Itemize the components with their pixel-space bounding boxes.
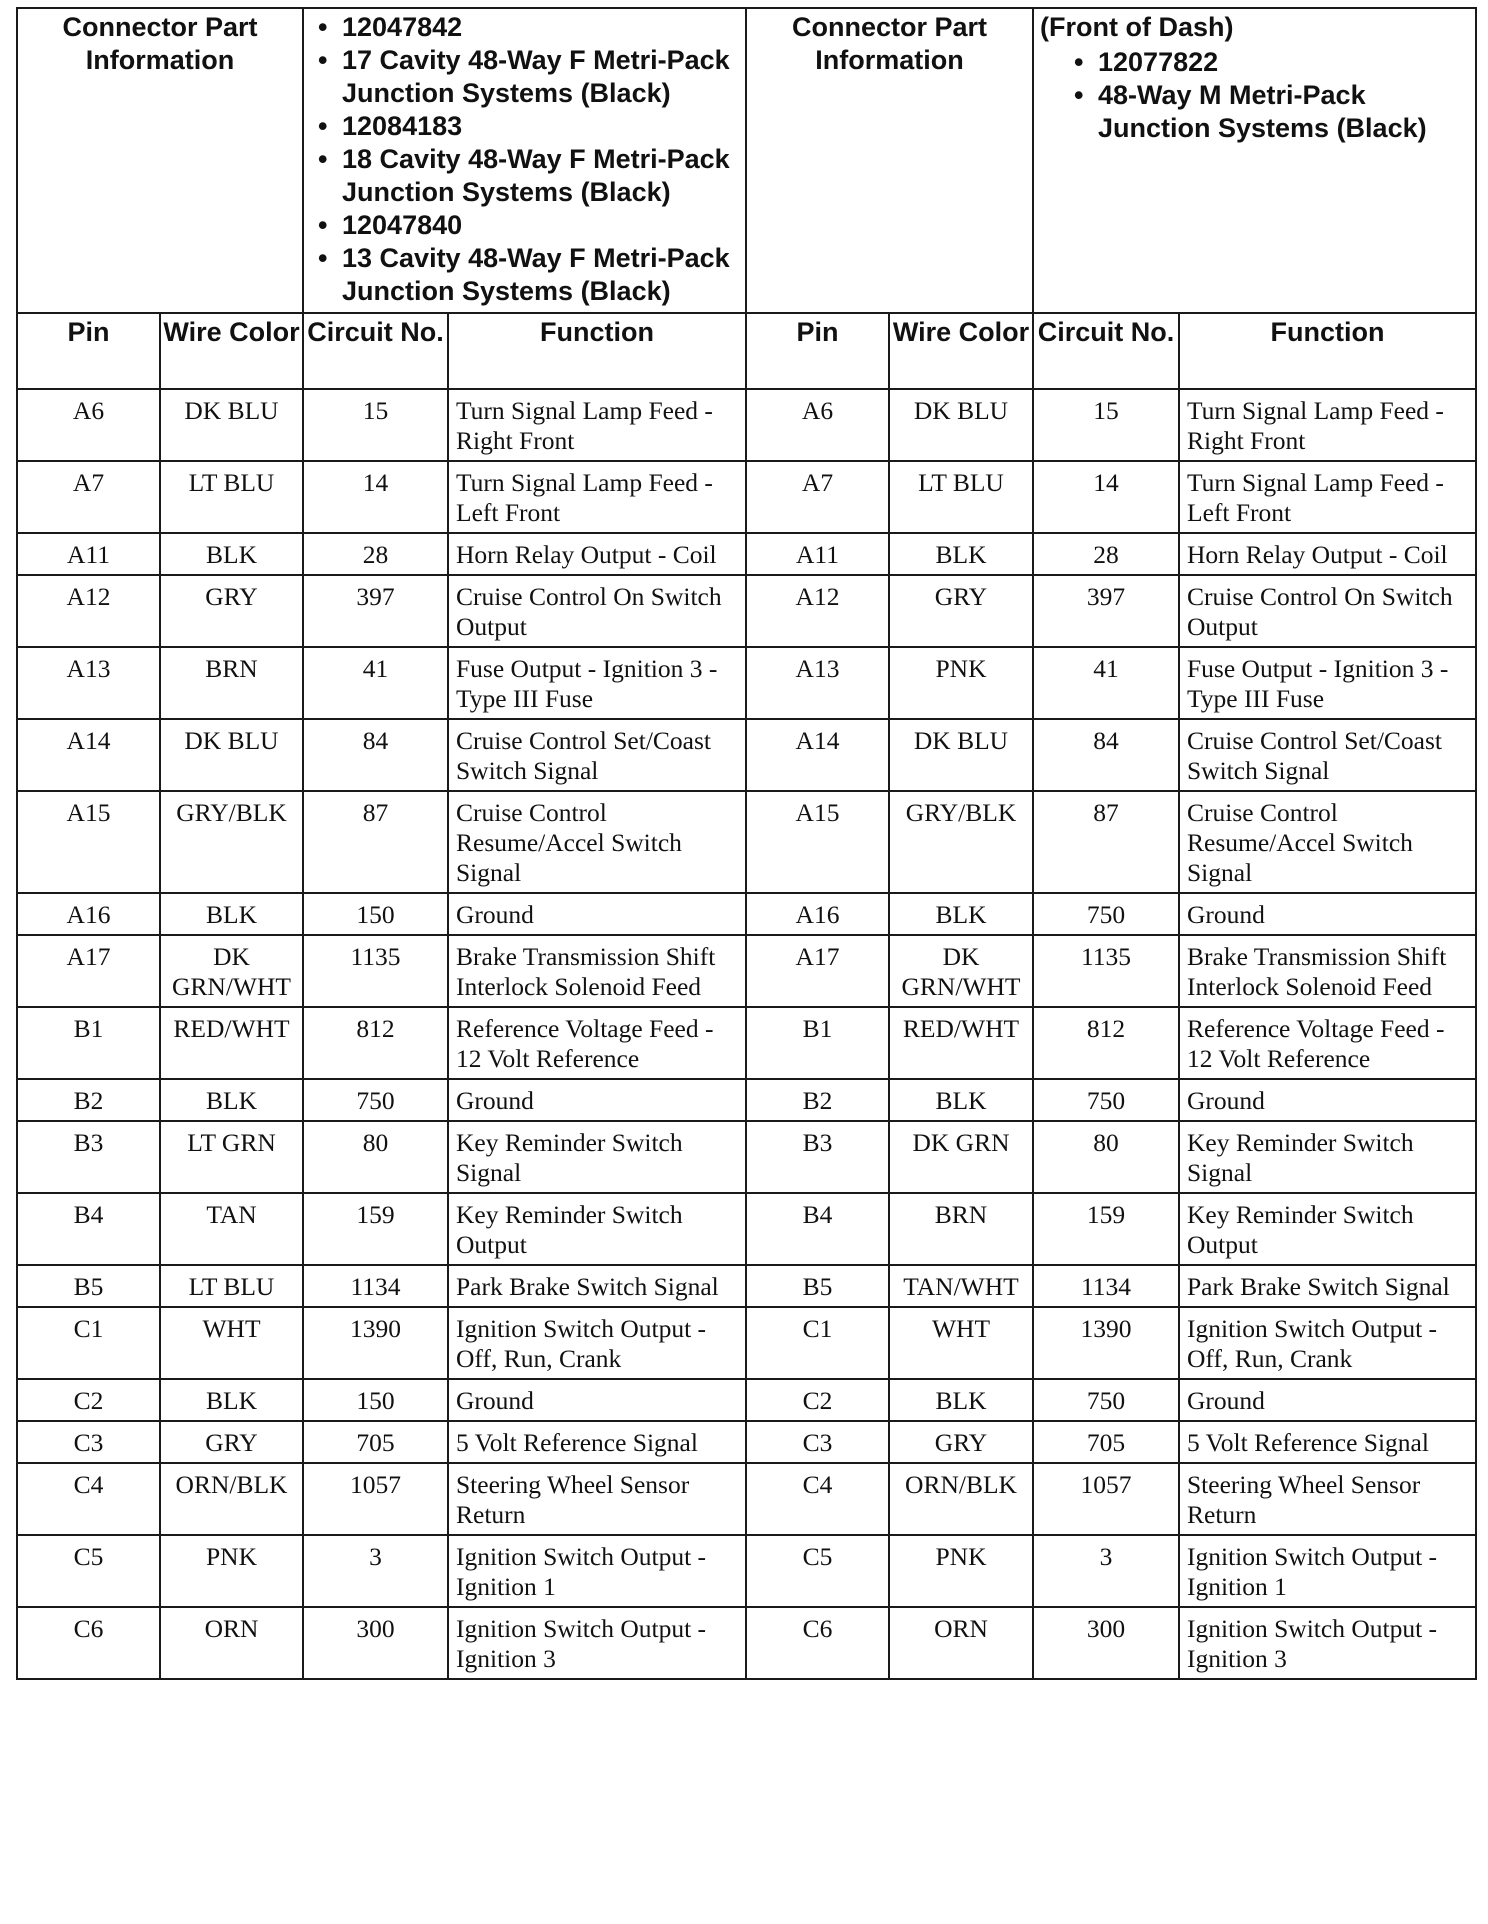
pin-left-cell: A7 xyxy=(17,461,160,533)
table-row xyxy=(17,1193,1476,1265)
circuit-left-cell: 84 xyxy=(303,719,448,791)
left-connector-info xyxy=(303,8,746,313)
function-right-cell: Ground xyxy=(1179,893,1476,935)
wire-color-right-cell: DK BLU xyxy=(889,719,1033,791)
function-right-cell: Ignition Switch Output - Ignition 3 xyxy=(1179,1607,1476,1679)
function-left-cell: Turn Signal Lamp Feed - Left Front xyxy=(448,461,746,533)
function-right-cell: Cruise Control On Switch Output xyxy=(1179,575,1476,647)
pin-left-cell: C5 xyxy=(17,1535,160,1607)
circuit-left-cell: 150 xyxy=(303,1379,448,1421)
pin-left-cell: B2 xyxy=(17,1079,160,1121)
part-info-item: • 12047842 xyxy=(342,11,745,44)
wire-color-left-cell: LT GRN xyxy=(160,1121,303,1193)
circuit-left-cell: 14 xyxy=(303,461,448,533)
wire-color-right-cell: RED/WHT xyxy=(889,1007,1033,1079)
wire-color-left-cell: GRY/BLK xyxy=(160,791,303,893)
pin-left-cell: A15 xyxy=(17,791,160,893)
wire-color-left-cell: ORN/BLK xyxy=(160,1463,303,1535)
circuit-right-cell: 300 xyxy=(1033,1607,1179,1679)
function-left-cell: 5 Volt Reference Signal xyxy=(448,1421,746,1463)
function-left-cell: Key Reminder Switch Signal xyxy=(448,1121,746,1193)
wire-color-right-cell: BLK xyxy=(889,533,1033,575)
wire-color-right-cell: PNK xyxy=(889,1535,1033,1607)
pin-right-cell: A16 xyxy=(746,893,889,935)
col-circuit-right: Circuit No. xyxy=(1033,313,1179,389)
wire-color-right-cell: TAN/WHT xyxy=(889,1265,1033,1307)
pin-right-cell: C3 xyxy=(746,1421,889,1463)
function-left-cell: Turn Signal Lamp Feed - Right Front xyxy=(448,389,746,461)
circuit-left-cell: 1390 xyxy=(303,1307,448,1379)
pin-right-cell: C1 xyxy=(746,1307,889,1379)
wire-color-left-cell: GRY xyxy=(160,1421,303,1463)
circuit-right-cell: 1135 xyxy=(1033,935,1179,1007)
function-left-cell: Cruise Control Set/Coast Switch Signal xyxy=(448,719,746,791)
pin-left-cell: A13 xyxy=(17,647,160,719)
circuit-right-cell: 1390 xyxy=(1033,1307,1179,1379)
col-circuit-left: Circuit No. xyxy=(303,313,448,389)
function-right-cell: Horn Relay Output - Coil xyxy=(1179,533,1476,575)
function-right-cell: Key Reminder Switch Output xyxy=(1179,1193,1476,1265)
pin-left-cell: A6 xyxy=(17,389,160,461)
pin-right-cell: A13 xyxy=(746,647,889,719)
connector-pinout-table xyxy=(16,7,1477,1680)
circuit-right-cell: 84 xyxy=(1033,719,1179,791)
col-function-left: Function xyxy=(448,313,746,389)
function-left-cell: Brake Transmission Shift Interlock Solenoid Feed xyxy=(448,935,746,1007)
col-wire-color-left: Wire Color xyxy=(160,313,303,389)
part-info-item: • 18 Cavity 48-Way F Metri-Pack Junction Systems (Black) xyxy=(342,143,745,209)
circuit-right-cell: 812 xyxy=(1033,1007,1179,1079)
function-left-cell: Cruise Control Resume/Accel Switch Signal xyxy=(448,791,746,893)
pin-left-cell: A17 xyxy=(17,935,160,1007)
pin-right-cell: B3 xyxy=(746,1121,889,1193)
pin-left-cell: B5 xyxy=(17,1265,160,1307)
circuit-right-cell: 750 xyxy=(1033,1379,1179,1421)
function-right-cell: Key Reminder Switch Signal xyxy=(1179,1121,1476,1193)
left-connector-label xyxy=(17,8,303,313)
pin-right-cell: A7 xyxy=(746,461,889,533)
wire-color-right-cell: GRY xyxy=(889,1421,1033,1463)
function-left-cell: Ignition Switch Output - Off, Run, Crank xyxy=(448,1307,746,1379)
pin-left-cell: C1 xyxy=(17,1307,160,1379)
pin-left-cell: A11 xyxy=(17,533,160,575)
col-wire-color-right: Wire Color xyxy=(889,313,1033,389)
pin-left-cell: C6 xyxy=(17,1607,160,1679)
function-left-cell: Reference Voltage Feed - 12 Volt Reference xyxy=(448,1007,746,1079)
circuit-right-cell: 28 xyxy=(1033,533,1179,575)
pin-left-cell: B1 xyxy=(17,1007,160,1079)
circuit-left-cell: 159 xyxy=(303,1193,448,1265)
part-info-item: • 12047840 xyxy=(342,209,745,242)
table-row xyxy=(17,935,1476,1007)
table-row xyxy=(17,1007,1476,1079)
function-left-cell: Ignition Switch Output - Ignition 1 xyxy=(448,1535,746,1607)
function-right-cell: Cruise Control Set/Coast Switch Signal xyxy=(1179,719,1476,791)
circuit-right-cell: 14 xyxy=(1033,461,1179,533)
table-row xyxy=(17,1379,1476,1421)
circuit-right-cell: 159 xyxy=(1033,1193,1179,1265)
wire-color-left-cell: ORN xyxy=(160,1607,303,1679)
function-right-cell: Brake Transmission Shift Interlock Solenoid Feed xyxy=(1179,935,1476,1007)
table-row xyxy=(17,647,1476,719)
wire-color-right-cell: WHT xyxy=(889,1307,1033,1379)
col-pin-left: Pin xyxy=(17,313,160,389)
circuit-right-cell: 80 xyxy=(1033,1121,1179,1193)
circuit-left-cell: 1057 xyxy=(303,1463,448,1535)
circuit-left-cell: 1134 xyxy=(303,1265,448,1307)
circuit-left-cell: 80 xyxy=(303,1121,448,1193)
pin-left-cell: B3 xyxy=(17,1121,160,1193)
wire-color-right-cell: GRY/BLK xyxy=(889,791,1033,893)
table-row xyxy=(17,533,1476,575)
circuit-right-cell: 750 xyxy=(1033,893,1179,935)
function-left-cell: Park Brake Switch Signal xyxy=(448,1265,746,1307)
right-connector-label-line1: Connector Part xyxy=(791,12,988,42)
circuit-left-cell: 300 xyxy=(303,1607,448,1679)
wire-color-right-cell: DK GRN/WHT xyxy=(889,935,1033,1007)
pin-right-cell: C5 xyxy=(746,1535,889,1607)
circuit-right-cell: 15 xyxy=(1033,389,1179,461)
table-row xyxy=(17,1079,1476,1121)
wire-color-left-cell: BLK xyxy=(160,533,303,575)
part-info-item: • 12084183 xyxy=(342,110,745,143)
circuit-right-cell: 750 xyxy=(1033,1079,1179,1121)
pin-left-cell: C2 xyxy=(17,1379,160,1421)
pin-left-cell: B4 xyxy=(17,1193,160,1265)
function-right-cell: Park Brake Switch Signal xyxy=(1179,1265,1476,1307)
circuit-left-cell: 397 xyxy=(303,575,448,647)
table-row xyxy=(17,389,1476,461)
circuit-left-cell: 150 xyxy=(303,893,448,935)
circuit-left-cell: 28 xyxy=(303,533,448,575)
circuit-right-cell: 1057 xyxy=(1033,1463,1179,1535)
circuit-left-cell: 87 xyxy=(303,791,448,893)
table-row xyxy=(17,893,1476,935)
function-right-cell: Steering Wheel Sensor Return xyxy=(1179,1463,1476,1535)
circuit-left-cell: 3 xyxy=(303,1535,448,1607)
wire-color-left-cell: DK GRN/WHT xyxy=(160,935,303,1007)
pin-right-cell: B2 xyxy=(746,1079,889,1121)
wire-color-right-cell: BLK xyxy=(889,1379,1033,1421)
wire-color-left-cell: BRN xyxy=(160,647,303,719)
wire-color-left-cell: LT BLU xyxy=(160,461,303,533)
part-info-item: • 13 Cavity 48-Way F Metri-Pack Junction Systems (Black) xyxy=(342,242,745,308)
wire-color-right-cell: GRY xyxy=(889,575,1033,647)
wire-color-left-cell: DK BLU xyxy=(160,389,303,461)
pin-left-cell: A14 xyxy=(17,719,160,791)
function-left-cell: Key Reminder Switch Output xyxy=(448,1193,746,1265)
pin-left-cell: C4 xyxy=(17,1463,160,1535)
pin-left-cell: A16 xyxy=(17,893,160,935)
wire-color-right-cell: BLK xyxy=(889,893,1033,935)
circuit-right-cell: 1134 xyxy=(1033,1265,1179,1307)
wire-color-right-cell: BRN xyxy=(889,1193,1033,1265)
function-right-cell: Ignition Switch Output - Ignition 1 xyxy=(1179,1535,1476,1607)
table-row xyxy=(17,1607,1476,1679)
table-row xyxy=(17,461,1476,533)
pin-right-cell: A12 xyxy=(746,575,889,647)
function-right-cell: Ground xyxy=(1179,1379,1476,1421)
circuit-right-cell: 41 xyxy=(1033,647,1179,719)
circuit-left-cell: 15 xyxy=(303,389,448,461)
function-right-cell: Cruise Control Resume/Accel Switch Signal xyxy=(1179,791,1476,893)
circuit-right-cell: 397 xyxy=(1033,575,1179,647)
pin-right-cell: C2 xyxy=(746,1379,889,1421)
wire-color-left-cell: RED/WHT xyxy=(160,1007,303,1079)
function-right-cell: Ground xyxy=(1179,1079,1476,1121)
function-right-cell: Turn Signal Lamp Feed - Right Front xyxy=(1179,389,1476,461)
function-right-cell: Fuse Output - Ignition 3 - Type III Fuse xyxy=(1179,647,1476,719)
table-row xyxy=(17,791,1476,893)
right-connector-label-line2: Information xyxy=(815,45,964,75)
wire-color-right-cell: ORN/BLK xyxy=(889,1463,1033,1535)
function-left-cell: Horn Relay Output - Coil xyxy=(448,533,746,575)
col-pin-right: Pin xyxy=(746,313,889,389)
pin-right-cell: C4 xyxy=(746,1463,889,1535)
circuit-left-cell: 41 xyxy=(303,647,448,719)
function-left-cell: Ground xyxy=(448,1379,746,1421)
right-connector-label xyxy=(746,8,1033,313)
pin-right-cell: B5 xyxy=(746,1265,889,1307)
pin-right-cell: B4 xyxy=(746,1193,889,1265)
circuit-left-cell: 705 xyxy=(303,1421,448,1463)
wire-color-left-cell: DK BLU xyxy=(160,719,303,791)
function-left-cell: Fuse Output - Ignition 3 - Type III Fuse xyxy=(448,647,746,719)
pin-right-cell: A17 xyxy=(746,935,889,1007)
table-row xyxy=(17,1307,1476,1379)
pin-right-cell: A14 xyxy=(746,719,889,791)
table-row xyxy=(17,719,1476,791)
circuit-left-cell: 750 xyxy=(303,1079,448,1121)
table-row xyxy=(17,1463,1476,1535)
pin-right-cell: A6 xyxy=(746,389,889,461)
circuit-left-cell: 1135 xyxy=(303,935,448,1007)
right-connector-info xyxy=(1033,8,1476,313)
wire-color-left-cell: PNK xyxy=(160,1535,303,1607)
wire-color-right-cell: PNK xyxy=(889,647,1033,719)
wire-color-left-cell: BLK xyxy=(160,893,303,935)
right-part-list xyxy=(1040,44,1475,149)
function-left-cell: Ground xyxy=(448,893,746,935)
wire-color-left-cell: BLK xyxy=(160,1379,303,1421)
table-row xyxy=(17,1121,1476,1193)
wire-color-right-cell: ORN xyxy=(889,1607,1033,1679)
part-info-item: • 48-Way M Metri-Pack Junction Systems (Black) xyxy=(1098,79,1475,145)
function-left-cell: Ground xyxy=(448,1079,746,1121)
pin-right-cell: A15 xyxy=(746,791,889,893)
right-info-title: (Front of Dash) xyxy=(1040,12,1234,42)
wire-color-left-cell: LT BLU xyxy=(160,1265,303,1307)
circuit-right-cell: 3 xyxy=(1033,1535,1179,1607)
pin-right-cell: A11 xyxy=(746,533,889,575)
wire-color-left-cell: TAN xyxy=(160,1193,303,1265)
pin-right-cell: C6 xyxy=(746,1607,889,1679)
column-header-row xyxy=(17,313,1476,389)
function-right-cell: Turn Signal Lamp Feed - Left Front xyxy=(1179,461,1476,533)
table-row xyxy=(17,1421,1476,1463)
col-function-right: Function xyxy=(1179,313,1476,389)
function-right-cell: 5 Volt Reference Signal xyxy=(1179,1421,1476,1463)
function-left-cell: Steering Wheel Sensor Return xyxy=(448,1463,746,1535)
part-info-item: • 12077822 xyxy=(1098,46,1475,79)
function-right-cell: Reference Voltage Feed - 12 Volt Reference xyxy=(1179,1007,1476,1079)
connector-info-row xyxy=(17,8,1476,313)
function-right-cell: Ignition Switch Output - Off, Run, Crank xyxy=(1179,1307,1476,1379)
table-row xyxy=(17,575,1476,647)
wire-color-right-cell: BLK xyxy=(889,1079,1033,1121)
wire-color-right-cell: DK BLU xyxy=(889,389,1033,461)
wire-color-right-cell: LT BLU xyxy=(889,461,1033,533)
wire-color-left-cell: BLK xyxy=(160,1079,303,1121)
wire-color-right-cell: DK GRN xyxy=(889,1121,1033,1193)
pin-left-cell: A12 xyxy=(17,575,160,647)
left-connector-label-line1: Connector Part xyxy=(62,12,258,42)
circuit-right-cell: 705 xyxy=(1033,1421,1179,1463)
left-connector-label-line2: Information xyxy=(85,45,235,75)
part-info-item: • 17 Cavity 48-Way F Metri-Pack Junction Systems (Black) xyxy=(342,44,745,110)
function-left-cell: Cruise Control On Switch Output xyxy=(448,575,746,647)
pin-left-cell: C3 xyxy=(17,1421,160,1463)
left-part-list xyxy=(304,9,745,312)
wire-color-left-cell: WHT xyxy=(160,1307,303,1379)
wire-color-left-cell: GRY xyxy=(160,575,303,647)
circuit-right-cell: 87 xyxy=(1033,791,1179,893)
table-row xyxy=(17,1535,1476,1607)
table-row xyxy=(17,1265,1476,1307)
pin-right-cell: B1 xyxy=(746,1007,889,1079)
circuit-left-cell: 812 xyxy=(303,1007,448,1079)
function-left-cell: Ignition Switch Output - Ignition 3 xyxy=(448,1607,746,1679)
